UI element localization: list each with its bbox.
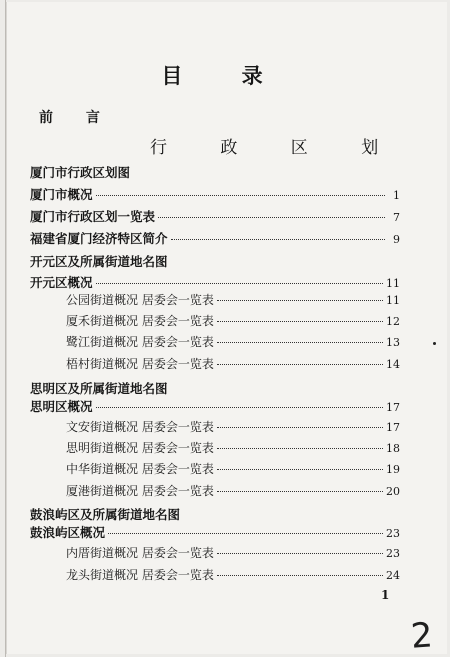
preface-heading: 前 言 bbox=[39, 110, 114, 126]
toc-entry bbox=[66, 333, 400, 350]
handwritten-mark: 2 bbox=[409, 615, 435, 657]
toc-entry-label: 思明街道概况 居委会一览表 bbox=[66, 441, 214, 455]
toc-entry bbox=[30, 185, 400, 203]
toc-entry-label: 开元区概况 bbox=[30, 275, 93, 290]
toc-dot-leader bbox=[108, 533, 383, 534]
toc-dot-leader bbox=[217, 342, 383, 343]
toc-entry-label: 龙头街道概况 居委会一览表 bbox=[66, 568, 214, 582]
page-number: 1 bbox=[381, 588, 390, 602]
toc-entry bbox=[66, 439, 400, 456]
toc-entry bbox=[30, 379, 400, 397]
toc-dot-leader bbox=[217, 300, 383, 301]
toc-entry-page: 7 bbox=[393, 211, 400, 224]
toc-entry-page: 18 bbox=[386, 442, 400, 455]
toc-entry-page: 17 bbox=[386, 421, 400, 434]
section-heading: 行 政 区 划 bbox=[150, 138, 403, 158]
toc-entry-page: 11 bbox=[386, 294, 400, 307]
toc-dot-leader bbox=[217, 321, 383, 322]
toc-entry bbox=[66, 544, 400, 561]
toc-entry bbox=[30, 229, 400, 247]
toc-entry bbox=[66, 460, 400, 477]
toc-entry-label: 鼓浪屿区概况 bbox=[30, 525, 106, 540]
toc-entry-page: 12 bbox=[386, 315, 400, 328]
toc-entry-label: 厦门市概况 bbox=[30, 187, 93, 202]
toc-dot-leader bbox=[217, 469, 383, 470]
toc-entry-page: 14 bbox=[386, 358, 400, 371]
toc-entry bbox=[66, 312, 400, 329]
toc-entry bbox=[66, 355, 400, 372]
toc-entry-label: 厦禾街道概况 居委会一览表 bbox=[66, 314, 214, 328]
toc-entry-page: 9 bbox=[393, 233, 400, 246]
toc-entry bbox=[66, 566, 400, 583]
toc-entry bbox=[30, 252, 400, 270]
toc-entry-label: 厦门市行政区划一览表 bbox=[30, 209, 156, 224]
toc-entry bbox=[66, 482, 400, 499]
toc-entry-label: 开元区及所属街道地名图 bbox=[30, 254, 168, 269]
toc-entry-label: 文安街道概况 居委会一览表 bbox=[66, 420, 214, 434]
toc-entry-label: 厦港街道概况 居委会一览表 bbox=[66, 484, 214, 498]
toc-entry-page: 13 bbox=[386, 336, 400, 349]
toc-dot-leader bbox=[217, 491, 383, 492]
toc-entry-label: 思明区概况 bbox=[30, 399, 93, 414]
toc-entry-label: 福建省厦门经济特区简介 bbox=[30, 231, 168, 246]
page-title: 目 录 bbox=[161, 64, 289, 88]
toc-entry bbox=[66, 291, 400, 308]
toc-entry-label: 公园街道概况 居委会一览表 bbox=[66, 293, 214, 307]
toc-dot-leader bbox=[96, 283, 383, 284]
toc-entry-page: 24 bbox=[386, 569, 400, 582]
toc-entry-label: 思明区及所属街道地名图 bbox=[30, 381, 168, 396]
toc-entry-page: 20 bbox=[386, 485, 400, 498]
toc-dot-leader bbox=[158, 217, 385, 218]
toc-entry bbox=[30, 163, 400, 181]
toc-entry-page: 17 bbox=[386, 401, 400, 414]
scan-speck bbox=[433, 342, 436, 345]
toc-entry bbox=[30, 505, 400, 523]
toc-dot-leader bbox=[96, 195, 385, 196]
toc-dot-leader bbox=[217, 575, 383, 576]
toc-entry-label: 厦门市行政区划图 bbox=[30, 165, 131, 180]
toc-dot-leader bbox=[217, 427, 383, 428]
toc-entry bbox=[30, 523, 400, 541]
toc-entry bbox=[30, 273, 400, 291]
toc-entry bbox=[66, 418, 400, 435]
toc-entry-label: 中华街道概况 居委会一览表 bbox=[66, 462, 214, 476]
toc-entry bbox=[30, 207, 400, 225]
toc-entry-label: 内厝街道概况 居委会一览表 bbox=[66, 546, 214, 560]
toc-entry-label: 梧村街道概况 居委会一览表 bbox=[66, 357, 214, 371]
toc-entry-page: 1 bbox=[393, 189, 400, 202]
toc-dot-leader bbox=[171, 239, 385, 240]
toc-dot-leader bbox=[217, 448, 383, 449]
toc-entry-page: 19 bbox=[386, 463, 400, 476]
toc-dot-leader bbox=[217, 364, 383, 365]
toc-entry bbox=[30, 397, 400, 415]
toc-entry-page: 23 bbox=[386, 547, 400, 560]
toc-entry-page: 11 bbox=[386, 277, 400, 290]
toc-entry-label: 鹭江街道概况 居委会一览表 bbox=[66, 335, 214, 349]
toc-entry-page: 23 bbox=[386, 527, 400, 540]
toc-dot-leader bbox=[217, 553, 383, 554]
toc-entry-label: 鼓浪屿区及所属街道地名图 bbox=[30, 507, 181, 522]
toc-dot-leader bbox=[96, 407, 383, 408]
